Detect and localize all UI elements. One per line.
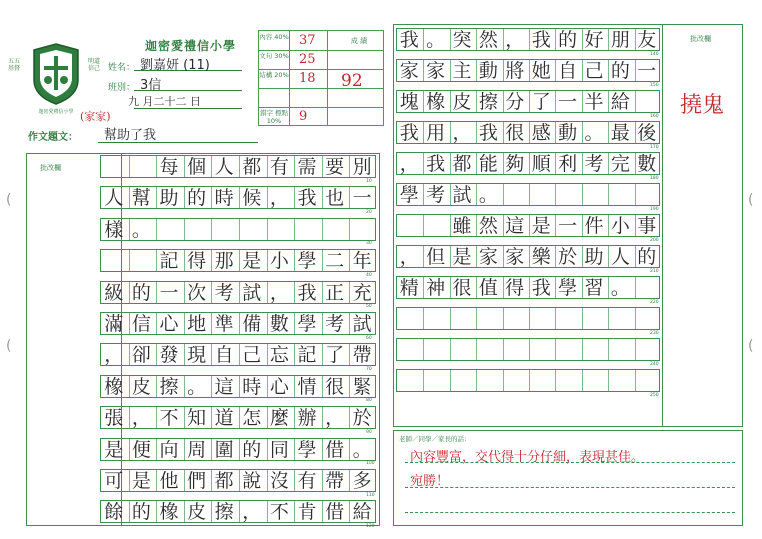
essay-char: 樣 — [104, 218, 124, 241]
essay-char: 人 — [214, 156, 234, 178]
right-correction-column-label: 批改欄 — [690, 35, 711, 43]
essay-char: 每 — [159, 156, 179, 178]
essay-char: 借 — [325, 438, 345, 461]
essay-char: 心 — [159, 313, 179, 335]
essay-char: 次 — [187, 281, 207, 304]
essay-char: 神 — [426, 277, 446, 299]
essay-char: 家 — [426, 60, 446, 82]
essay-char: ， — [269, 281, 289, 304]
essay-char: 擦 — [159, 375, 179, 398]
essay-char: 發 — [159, 344, 179, 367]
essay-char: 有 — [297, 470, 317, 492]
essay-char: 也 — [325, 187, 345, 210]
essay-char: 己 — [584, 60, 604, 82]
essay-char: 忘 — [269, 344, 289, 367]
essay-char: 時 — [214, 187, 234, 210]
school-logo — [30, 42, 82, 106]
essay-char: 要 — [325, 156, 345, 178]
binding-mark-right-bottom: ( — [748, 338, 754, 354]
essay-char: 年 — [352, 250, 372, 273]
student-name: 劉嘉妍 (11) — [140, 58, 210, 73]
right-side-comment: 撓鬼 — [680, 93, 725, 118]
essay-char: 將 — [505, 60, 525, 82]
essay-char: 別 — [352, 156, 372, 178]
essay-char: 不 — [269, 501, 289, 524]
char-counter: 230 — [650, 330, 659, 336]
char-counter: 80 — [366, 398, 372, 404]
score-label-typo: 錯字 標點 10% — [259, 109, 289, 125]
essay-char: 的 — [637, 246, 657, 268]
essay-char: 。 — [426, 29, 446, 51]
essay-char: 多 — [352, 470, 372, 492]
class-label: 班別： — [108, 83, 136, 93]
essay-char: 不 — [159, 407, 179, 430]
motto-right: 明道信己 — [88, 58, 101, 72]
essay-char: 說 — [242, 470, 262, 492]
motto-left: 五五基督 — [8, 58, 21, 72]
essay-char: 情 — [297, 375, 317, 398]
essay-char: 圍 — [214, 438, 234, 461]
binding-mark-right-top: ( — [748, 192, 754, 208]
essay-char: 辦 — [297, 407, 317, 430]
score-label-structure: 結構 20% — [259, 71, 289, 79]
essay-char: 夠 — [505, 153, 525, 175]
char-counter: 210 — [650, 268, 659, 274]
essay-char: 學 — [558, 277, 578, 299]
essay-char: 都 — [242, 156, 262, 178]
essay-char: 自 — [214, 344, 234, 367]
essay-char: 都 — [452, 153, 472, 175]
right-page-grid-row — [396, 369, 660, 392]
essay-char: 人 — [104, 187, 124, 210]
essay-char: 的 — [558, 29, 578, 51]
essay-char: 順 — [531, 153, 551, 175]
essay-char: 感 — [531, 122, 551, 144]
essay-char: 需 — [297, 156, 317, 178]
essay-char: 餘 — [104, 501, 124, 524]
logo-text: 迦密愛禮信小學 — [38, 109, 74, 115]
essay-char: 完 — [610, 153, 630, 175]
essay-char: 記 — [159, 250, 179, 273]
char-counter: 140 — [650, 51, 659, 57]
essay-char: 最 — [610, 122, 630, 144]
essay-char: 好 — [584, 29, 604, 51]
essay-char: 樂 — [531, 246, 551, 268]
char-counter: 70 — [366, 366, 372, 372]
essay-char: 試 — [242, 281, 262, 304]
essay-char: 張 — [104, 407, 124, 430]
essay-char: 然 — [478, 215, 498, 237]
char-counter: 100 — [366, 461, 375, 467]
name-label: 姓名： — [108, 63, 136, 73]
essay-char: 地 — [187, 313, 207, 335]
essay-char: 橡 — [104, 375, 124, 398]
essay-char: 那 — [214, 250, 234, 273]
essay-char: 我 — [297, 281, 317, 304]
essay-char: 。 — [584, 122, 604, 144]
essay-char — [128, 156, 156, 179]
essay-char: 皮 — [187, 501, 207, 524]
essay-char: 半 — [584, 91, 604, 113]
essay-char: 助 — [584, 246, 604, 268]
essay-char: 能 — [478, 153, 498, 175]
essay-char: 橡 — [426, 91, 446, 113]
essay-char: 皮 — [131, 375, 151, 398]
essay-char: 一 — [558, 91, 578, 113]
essay-char: 緊 — [352, 375, 372, 398]
right-page-grid-row — [396, 338, 660, 361]
essay-char: 一 — [558, 215, 578, 237]
essay-char: 利 — [558, 153, 578, 175]
essay-char: 個 — [187, 156, 207, 178]
essay-char: 現 — [187, 344, 207, 367]
essay-char: 分 — [505, 91, 525, 113]
essay-char — [128, 250, 156, 273]
essay-char: 一 — [352, 187, 372, 210]
essay-char: 知 — [187, 407, 207, 430]
date-value: 九 月二十二 日 — [128, 95, 201, 108]
essay-char: 塊 — [399, 91, 419, 113]
essay-char: 的 — [610, 60, 630, 82]
essay-char: 一 — [159, 281, 179, 304]
score-label-content: 內容 40% — [259, 33, 289, 41]
essay-char: 周 — [187, 438, 207, 461]
char-counter: 250 — [650, 392, 659, 398]
essay-char: 主 — [452, 60, 472, 82]
essay-char: 借 — [325, 501, 345, 524]
essay-char: 橡 — [159, 501, 179, 524]
essay-char: 是 — [531, 215, 551, 237]
essay-char: 。 — [352, 438, 372, 461]
essay-char: 的 — [187, 187, 207, 210]
essay-char: 試 — [352, 313, 372, 335]
essay-char: 得 — [187, 250, 207, 273]
essay-char: 了 — [531, 91, 551, 113]
right-page-grid-row — [396, 307, 660, 330]
teacher-comment-line1: 內容豐富，交代得十分仔細，表現甚佳。 — [410, 450, 645, 465]
char-counter: 240 — [650, 361, 659, 367]
essay-char: 但 — [426, 246, 446, 268]
essay-char: 學 — [297, 250, 317, 273]
essay-char — [422, 215, 448, 238]
essay-char: 我 — [297, 187, 317, 210]
essay-char: 考 — [325, 313, 345, 335]
essay-char: 幫 — [131, 187, 151, 210]
essay-char: 考 — [426, 184, 446, 206]
essay-char: 們 — [187, 470, 207, 492]
essay-char: ， — [325, 407, 345, 430]
essay-char: 備 — [242, 313, 262, 335]
essay-char: 給 — [352, 501, 372, 524]
essay-char: 小 — [610, 215, 630, 237]
essay-char — [396, 215, 422, 238]
essay-char: 怎 — [242, 407, 262, 430]
essay-char: ， — [399, 153, 419, 175]
char-counter: 30 — [366, 241, 372, 247]
binding-mark-left-top: ( — [6, 192, 12, 208]
essay-char: 學 — [297, 313, 317, 335]
essay-char: 考 — [214, 281, 234, 304]
essay-char: ， — [242, 501, 262, 524]
essay-char: ， — [131, 407, 151, 430]
essay-char: 肯 — [297, 501, 317, 524]
essay-char: 這 — [214, 375, 234, 398]
essay-char: 。 — [610, 277, 630, 299]
essay-char: 自 — [558, 60, 578, 82]
essay-char — [100, 250, 128, 273]
essay-char: 家 — [505, 246, 525, 268]
title-underline — [98, 142, 258, 143]
essay-char: 很 — [325, 375, 345, 398]
essay-char: 。 — [478, 184, 498, 206]
essay-char: 道 — [214, 407, 234, 430]
char-counter: 50 — [366, 304, 372, 310]
char-counter: 10 — [366, 178, 372, 184]
essay-char: 卻 — [131, 344, 151, 367]
char-counter: 150 — [650, 82, 659, 88]
binding-mark-left-bottom: ( — [6, 338, 12, 354]
char-counter: 160 — [650, 113, 659, 119]
essay-char: 有 — [269, 156, 289, 178]
essay-char: 是 — [452, 246, 472, 268]
char-counter: 20 — [366, 209, 372, 215]
essay-char: 帶 — [325, 470, 345, 492]
essay-char: 於 — [558, 246, 578, 268]
essay-char: 於 — [352, 407, 372, 430]
essay-char: 雖 — [452, 215, 472, 237]
essay-char: 學 — [297, 438, 317, 461]
score-sentence: 25 — [299, 52, 316, 67]
char-counter: 220 — [650, 299, 659, 305]
essay-char: 動 — [558, 122, 578, 144]
essay-char: 考 — [584, 153, 604, 175]
essay-char: 麼 — [269, 407, 289, 430]
essay-char: 他 — [159, 470, 179, 492]
comment-line-2 — [405, 487, 735, 488]
essay-char: 件 — [584, 215, 604, 237]
essay-char: 朋 — [610, 29, 630, 51]
score-grade-header: 成 績 — [350, 37, 368, 45]
essay-char: 心 — [269, 375, 289, 398]
essay-char: 學 — [399, 184, 419, 206]
essay-char: 給 — [610, 91, 630, 113]
score-structure: 18 — [299, 71, 316, 86]
score-table — [258, 30, 384, 126]
essay-char: ， — [399, 246, 419, 268]
essay-char: 突 — [452, 29, 472, 51]
essay-char: 便 — [131, 438, 151, 461]
essay-char: 。 — [131, 218, 151, 241]
essay-char: 。 — [187, 375, 207, 398]
essay-char: 己 — [242, 344, 262, 367]
score-label-sentence: 文句 30% — [259, 52, 289, 60]
essay-char: 我 — [399, 122, 419, 144]
essay-char: 數 — [269, 313, 289, 335]
score-content: 37 — [299, 33, 316, 48]
char-counter: 110 — [366, 492, 375, 498]
comment-label: 老師／同學／家長的話： — [399, 435, 471, 443]
essay-char: 我 — [478, 122, 498, 144]
char-counter: 60 — [366, 335, 372, 341]
essay-char — [100, 156, 128, 179]
teacher-comment-line2: 宛勝！ — [410, 474, 450, 489]
left-correction-column-label: 批改欄 — [40, 164, 61, 172]
essay-char: 的 — [131, 501, 151, 524]
essay-char: 沒 — [269, 470, 289, 492]
essay-char: 級 — [104, 281, 124, 304]
essay-char: 家 — [399, 60, 419, 82]
essay-char: 擦 — [214, 501, 234, 524]
char-counter: 120 — [366, 523, 375, 529]
essay-char: ， — [104, 344, 124, 367]
school-name: 迦密愛禮信小學 — [145, 39, 237, 53]
essay-char: 可 — [104, 470, 124, 492]
essay-char: 充 — [352, 281, 372, 304]
essay-char: 是 — [242, 250, 262, 273]
essay-char: 助 — [159, 187, 179, 210]
essay-char: 都 — [214, 470, 234, 492]
essay-char: 值 — [478, 277, 498, 299]
char-counter: 180 — [650, 175, 659, 181]
essay-char: 我 — [531, 277, 551, 299]
essay-char: 事 — [637, 215, 657, 237]
essay-char: 數 — [637, 153, 657, 175]
essay-char: 很 — [452, 277, 472, 299]
essay-char: 小 — [269, 250, 289, 273]
essay-char: 我 — [426, 153, 446, 175]
essay-char: 的 — [131, 281, 151, 304]
essay-char: 試 — [452, 184, 472, 206]
essay-char: 很 — [505, 122, 525, 144]
essay-char: 動 — [478, 60, 498, 82]
essay-char: 然 — [478, 29, 498, 51]
essay-title-label: 作文題文： — [28, 132, 78, 143]
essay-char: 我 — [531, 29, 551, 51]
essay-char: 候 — [242, 187, 262, 210]
essay-char: 得 — [505, 277, 525, 299]
essay-char: 我 — [399, 29, 419, 51]
essay-char: 這 — [505, 215, 525, 237]
essay-char: 信 — [131, 313, 151, 335]
char-counter: 40 — [366, 272, 372, 278]
essay-char: 滿 — [104, 313, 124, 335]
essay-char: 記 — [297, 344, 317, 367]
essay-char: 同 — [269, 438, 289, 461]
essay-char: 用 — [426, 122, 446, 144]
essay-title-correction: (家家) — [80, 110, 111, 123]
comment-line-3 — [405, 512, 735, 513]
essay-char: 帶 — [352, 344, 372, 367]
essay-char: ， — [505, 29, 525, 51]
essay-char: 擦 — [478, 91, 498, 113]
essay-char: 皮 — [452, 91, 472, 113]
essay-char: 後 — [637, 122, 657, 144]
essay-char: 的 — [242, 438, 262, 461]
score-total: 92 — [341, 71, 363, 91]
essay-char: 友 — [637, 29, 657, 51]
essay-char: 一 — [637, 60, 657, 82]
char-counter: 170 — [650, 144, 659, 150]
char-counter: 200 — [650, 237, 659, 243]
essay-char: ， — [269, 187, 289, 210]
class-value: 3信 — [140, 78, 162, 93]
essay-char: 她 — [531, 60, 551, 82]
essay-char: 習 — [584, 277, 604, 299]
essay-char: 了 — [325, 344, 345, 367]
essay-char: ， — [452, 122, 472, 144]
essay-char: 向 — [159, 438, 179, 461]
essay-title: 幫助了我 — [104, 128, 157, 143]
essay-char: 時 — [242, 375, 262, 398]
essay-char: 是 — [104, 438, 124, 461]
essay-char: 二 — [325, 250, 345, 273]
essay-char: 是 — [131, 470, 151, 492]
essay-char: 準 — [214, 313, 234, 335]
score-typo: 9 — [299, 109, 308, 124]
essay-char: 精 — [399, 277, 419, 299]
char-counter: 190 — [650, 206, 659, 212]
char-counter: 90 — [366, 429, 372, 435]
essay-char: 家 — [478, 246, 498, 268]
essay-char: 人 — [610, 246, 630, 268]
essay-char: 正 — [325, 281, 345, 304]
